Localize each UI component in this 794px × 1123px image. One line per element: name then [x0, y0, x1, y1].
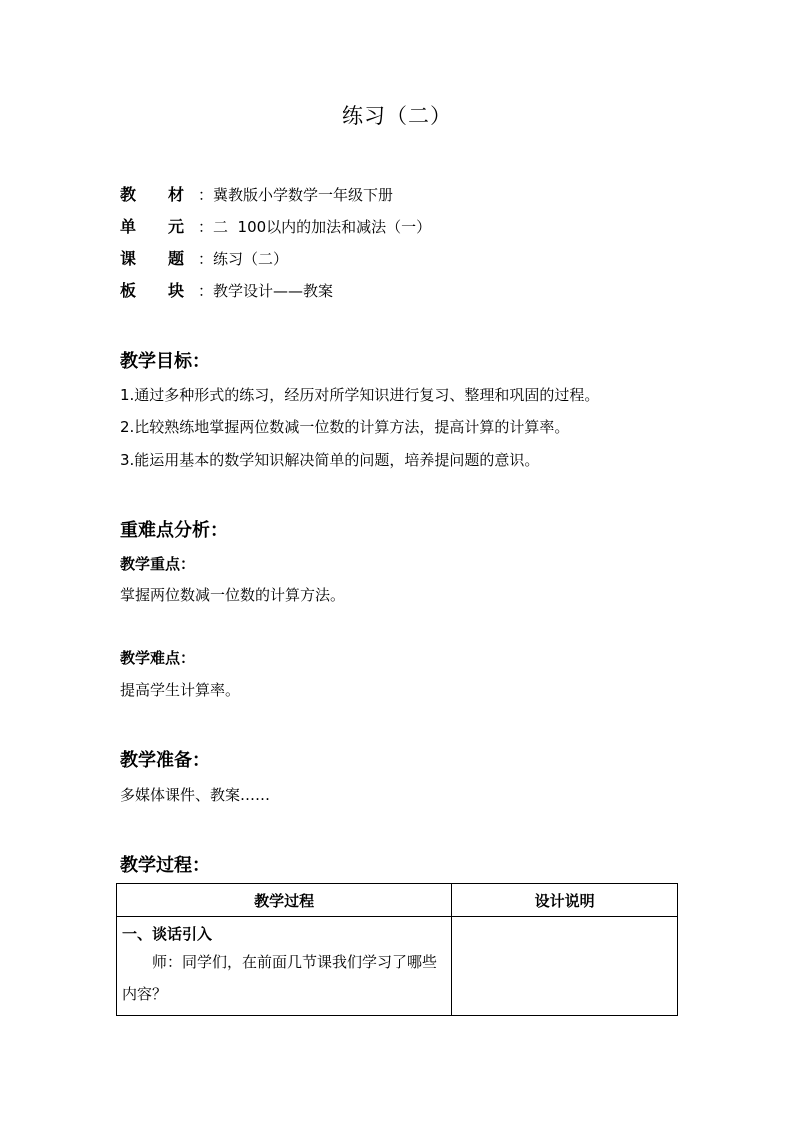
step-title: 一、谈话引入 — [122, 925, 213, 943]
meta-key-char: 题 — [168, 249, 185, 268]
difficulty-text: 提高学生计算率。 — [120, 681, 241, 699]
key-point-heading: 教学重点： — [120, 555, 196, 573]
meta-key-char: 单 — [120, 217, 137, 236]
notes-cell — [452, 917, 678, 1016]
meta-unit-key — [120, 216, 198, 238]
key-point-text: 掌握两位数减一位数的计算方法。 — [120, 586, 346, 604]
document-title: 练习（二） — [342, 104, 452, 128]
process-cell — [117, 917, 452, 1016]
objectives-heading: 教学目标： — [120, 351, 210, 372]
meta-unit-value: ：二 100以内的加法和减法（一） — [198, 218, 432, 236]
objective-item: 2.比较熟练地掌握两位数减一位数的计算方法，提高计算的计算率。 — [120, 418, 570, 436]
objective-item: 1.通过多种形式的练习，经历对所学知识进行复习、整理和巩固的过程。 — [120, 386, 600, 404]
table-header-row — [117, 884, 678, 917]
meta-key-char: 元 — [168, 217, 185, 236]
meta-textbook-key — [120, 184, 198, 206]
meta-block-key — [120, 280, 198, 302]
column-header-process: 教学过程 — [117, 884, 452, 917]
analysis-heading: 重难点分析： — [120, 520, 228, 541]
meta-textbook — [120, 184, 393, 206]
process-heading: 教学过程： — [120, 855, 210, 876]
step-text: 师：同学们，在前面几节课我们学习了哪些内容？ — [122, 953, 438, 1003]
meta-key-char: 材 — [168, 185, 185, 204]
preparation-heading: 教学准备： — [120, 750, 210, 771]
meta-key-char: 块 — [168, 281, 185, 300]
meta-block — [120, 280, 333, 302]
table-row — [117, 917, 678, 1016]
meta-key-char: 教 — [120, 185, 137, 204]
meta-lesson — [120, 248, 288, 270]
meta-key-char: 课 — [120, 249, 137, 268]
preparation-text: 多媒体课件、教案…… — [120, 786, 271, 804]
meta-textbook-value: ：冀教版小学数学一年级下册 — [198, 186, 394, 204]
meta-lesson-value: ：练习（二） — [198, 250, 289, 268]
meta-block-value: ：教学设计——教案 — [198, 282, 334, 300]
process-table — [116, 883, 678, 1016]
objective-item: 3.能运用基本的数学知识解决简单的问题，培养提问题的意识。 — [120, 451, 540, 469]
column-header-notes: 设计说明 — [452, 884, 678, 917]
meta-lesson-key — [120, 248, 198, 270]
meta-unit — [120, 216, 431, 238]
difficulty-heading: 教学难点： — [120, 649, 196, 667]
meta-key-char: 板 — [120, 281, 137, 300]
